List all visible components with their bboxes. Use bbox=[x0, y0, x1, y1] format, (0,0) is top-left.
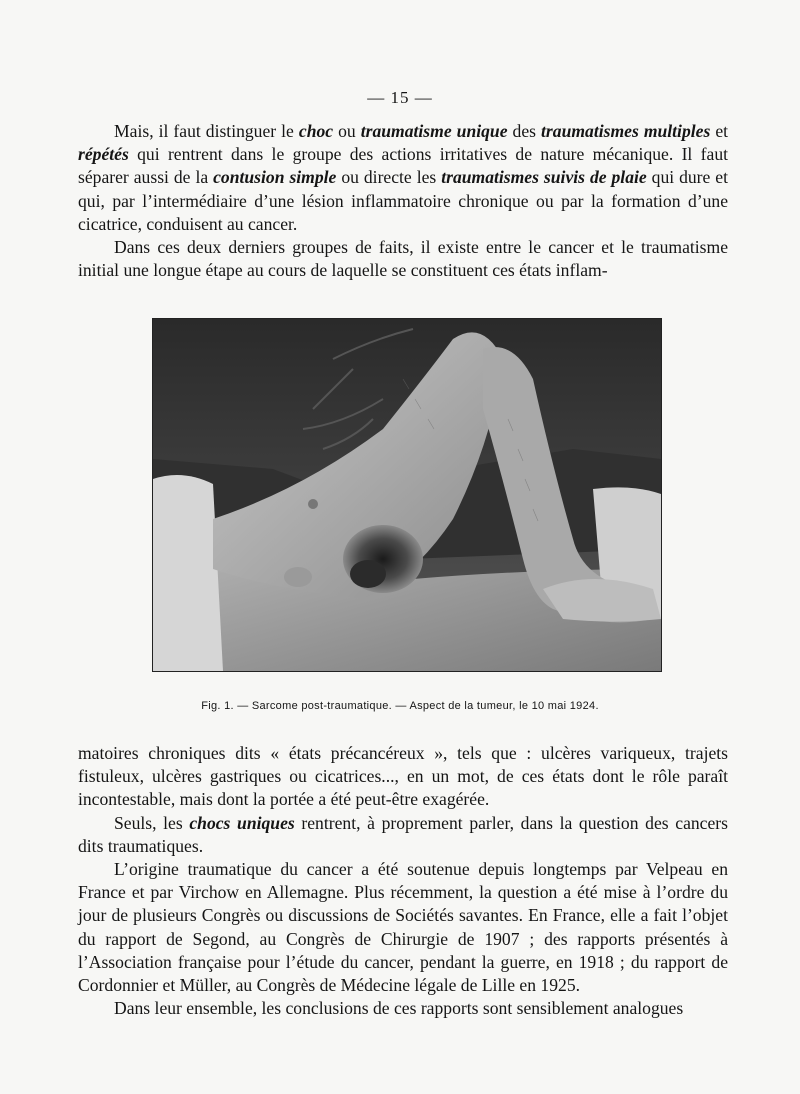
paragraph bbox=[78, 236, 728, 282]
emphasis-text: traumatisme unique bbox=[360, 121, 508, 141]
photo-illustration bbox=[153, 319, 661, 671]
paragraph bbox=[78, 858, 728, 997]
emphasis-text: répétés bbox=[78, 144, 129, 165]
text-segment: qui rentrent dans le groupe des actions irritatives de nature mécanique. Il faut séparer aussi de la bbox=[78, 144, 728, 188]
paragraph bbox=[78, 120, 728, 236]
emphasis-text: choc bbox=[298, 121, 334, 141]
text-block-bottom bbox=[78, 742, 728, 1020]
text-segment: Mais, il faut distinguer le bbox=[114, 121, 299, 141]
text-segment: et bbox=[710, 121, 729, 141]
paragraph bbox=[78, 997, 728, 1020]
text-segment: Dans ces deux derniers groupes de faits, il existe entre le cancer et le traumatisme initial une longue étape au cours de laquelle se constituent ces états inflam- bbox=[78, 237, 728, 281]
figure-photograph bbox=[152, 318, 662, 672]
text-segment: ou directe les bbox=[336, 167, 442, 188]
text-segment: des bbox=[507, 121, 542, 141]
text-segment: rentrent, à proprement parler, dans la question des cancers dits traumatiques. bbox=[78, 812, 728, 856]
paragraph bbox=[78, 742, 728, 812]
emphasis-text: chocs uniques bbox=[189, 812, 295, 833]
emphasis-text: traumatismes suivis de plaie bbox=[441, 167, 647, 188]
emphasis-text: traumatismes multiples bbox=[541, 121, 711, 141]
text-segment: L’origine traumatique du cancer a été soutenue depuis longtemps par Velpeau en France et par Virchow en Allemagne. Plus récemment, la question a été mise à l’ordre du jour de plusieurs Congrès ou discussions de Sociétés savantes. En France, elle a fait l’objet du rapport de Segond, au Congrès de Chirurgie de 1907 ; des rapports présentés à l’Association française pour l’étude du cancer, pendant la guerre, en 1918 ; du rapport de Cordonnier et Müller, au Congrès de Médecine légale de Lille en 1925. bbox=[78, 859, 728, 996]
text-block-top bbox=[78, 120, 728, 282]
text-segment: matoires chroniques dits « états précancéreux », tels que : ulcères variqueux, trajets fistuleux, ulcères gastriques ou cicatrices..., en un mot, de ces états dont le rôle paraît incontestable, mais dont la portée a été peut-être exagérée. bbox=[78, 743, 728, 810]
text-segment: qui dure et qui, par l’intermédiaire d’une lésion inflammatoire chronique ou par la formation d’une cicatrice, conduisent au cancer. bbox=[78, 167, 728, 234]
page-number: — 15 — bbox=[367, 88, 433, 107]
text-segment: ou bbox=[333, 121, 361, 141]
text-segment: Seuls, les bbox=[114, 812, 190, 833]
paragraph bbox=[78, 812, 728, 858]
figure-caption: Fig. 1. — Sarcome post-traumatique. — Aspect de la tumeur, le 10 mai 1924. bbox=[201, 700, 599, 712]
text-segment: Dans leur ensemble, les conclusions de ces rapports sont sensiblement analogues bbox=[114, 998, 684, 1019]
emphasis-text: contusion simple bbox=[213, 167, 337, 188]
